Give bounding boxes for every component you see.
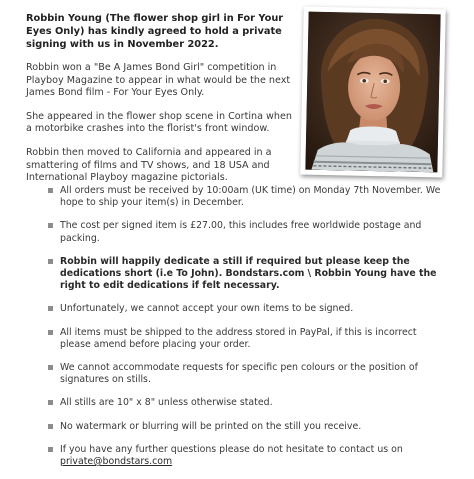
intro-paragraph-3: Robbin then moved to California and appeared in a smattering of films and TV shows, and 18 USA and International Playboy magazine pictorials. [26,146,272,184]
intro-section [26,12,298,196]
bullet-marker [48,365,53,370]
intro-paragraph-2: She appeared in the flower shop scene in Cortina when a motorbike crashes into the florist's front window. [26,110,292,135]
intro-paragraph-1: Robbin won a "Be A James Bond Girl" competition in Playboy Magazine to appear in what would be the next James Bond film - For Your Eyes Only. [26,62,291,99]
portrait-illustration [305,12,440,173]
headline: Robbin Young (The flower shop girl in For Your Eyes Only) has kindly agreed to hold a private signing with us in November 2022. [26,13,284,50]
bullet-marker [48,400,53,405]
list-item-text: We cannot accommodate requests for specific pen colours or the position of signatures on stills. [60,362,418,386]
list-item-contact [60,444,445,468]
bullet-marker [48,447,53,452]
list-item-text: All orders must be received by 10:00am (UK time) on Monday 7th November. We hope to ship your item(s) in December. [60,185,441,209]
portrait-photo-frame [300,7,445,178]
list-item [60,185,445,209]
list-item [60,327,445,351]
list-item [60,303,445,315]
terms-list [60,185,445,479]
contact-email-link[interactable]: private@bondstars.com [60,456,173,468]
list-item-text: No watermark or blurring will be printed on the still you receive. [60,420,362,432]
bullet-marker [48,223,53,228]
bullet-marker [48,188,53,193]
list-item-text: Unfortunately, we cannot accept your own items to be signed. [60,303,354,315]
list-item [60,397,445,409]
bullet-marker [48,330,53,335]
list-item [60,421,445,433]
bullet-marker [48,424,53,429]
bullet-marker [48,306,53,311]
portrait-photo [305,12,440,173]
list-item-text: The cost per signed item is £27.00, this includes free worldwide postage and packing. [60,220,422,244]
list-item-text: All stills are 10" x 8" unless otherwise stated. [60,397,273,409]
list-item-dedication [60,256,445,293]
list-item-text: If you have any further questions please do not hesitate to contact us on [60,443,403,455]
list-item-text: Robbin will happily dedicate a still if required but please keep the dedications short (i.e To John). Bondstars.com \ Robbin Young have the right to edit dedications if felt necessary. [60,255,437,292]
bullet-marker [48,259,53,264]
list-item [60,362,445,386]
list-item-text: All items must be shipped to the address stored in PayPal, if this is incorrect please amend before placing your order. [60,326,417,350]
list-item [60,220,445,244]
